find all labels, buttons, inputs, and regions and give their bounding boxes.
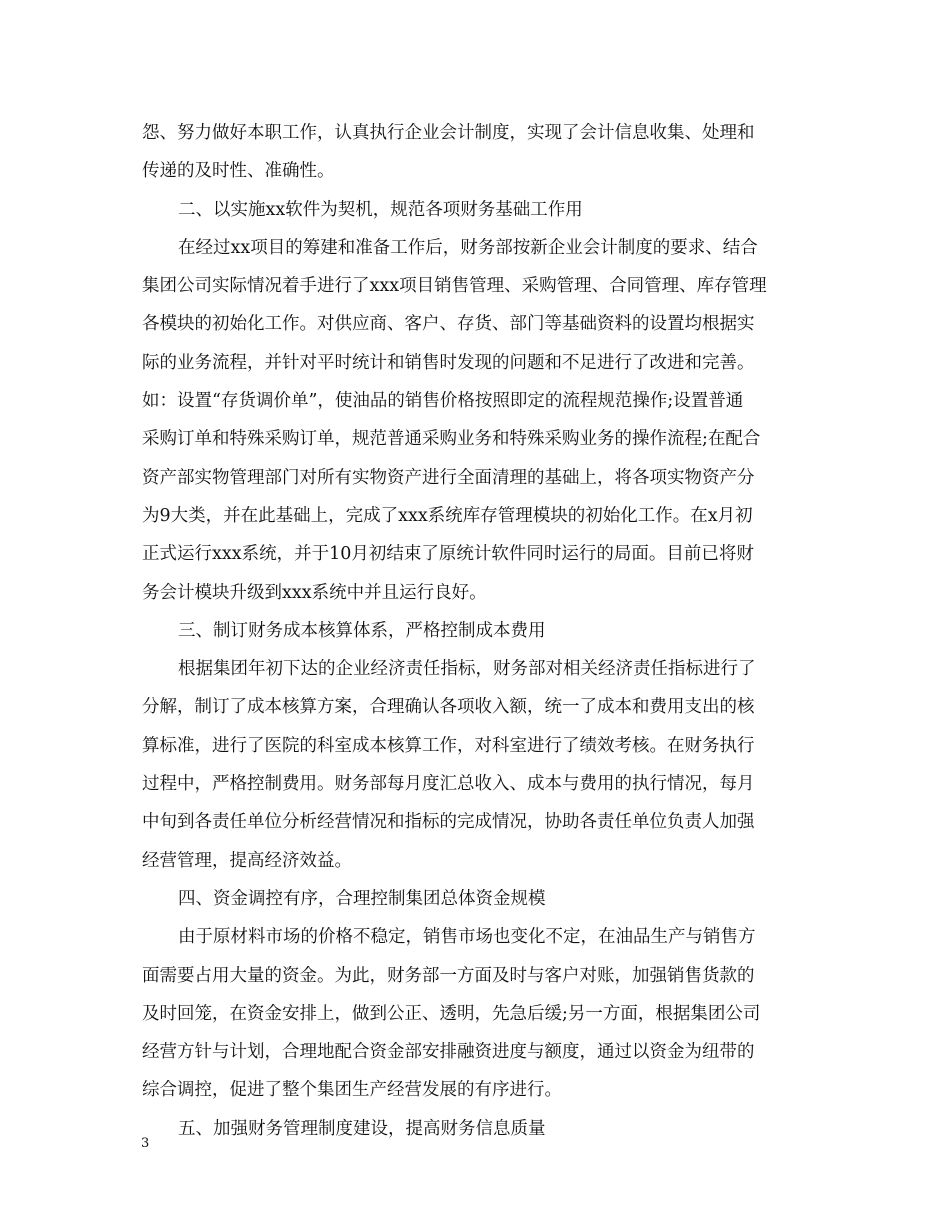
paragraph-start-line: 根据集团年初下达的企业经济责任指标，财务部对相关经济责任指标进行了 (178, 659, 756, 680)
text-line: 正式运行xxx系统，并于10月初结束了原统计软件同时运行的局面。目前已将财 (142, 544, 754, 565)
text-line: 各模块的初始化工作。对供应商、客户、存货、部门等基础资料的设置均根据实 (142, 314, 755, 335)
text-line: 际的业务流程，并针对平时统计和销售时发现的问题和不足进行了改进和完善。 (142, 352, 755, 373)
text-line: 传递的及时性、准确性。 (142, 161, 335, 182)
paragraph-start-line: 五、加强财务管理制度建设，提高财务信息质量 (178, 1118, 546, 1139)
text-line: 经营方针与计划，合理地配合资金部安排融资进度与额度，通过以资金为纽带的 (142, 1042, 755, 1063)
paragraph-start-line: 四、资金调控有序，合理控制集团总体资金规模 (178, 888, 546, 909)
text-line: 务会计模块升级到xxx系统中并且运行良好。 (142, 582, 487, 603)
text-line: 怨、努力做好本职工作，认真执行企业会计制度，实现了会计信息收集、处理和 (142, 123, 755, 143)
text-line: 经营管理，提高经济效益。 (142, 850, 352, 871)
paragraph-start-line: 二、以实施xx软件为契机，规范各项财务基础工作用 (178, 199, 583, 220)
text-line: 分解，制订了成本核算方案，合理确认各项收入额，统一了成本和费用支出的核 (142, 697, 755, 718)
text-line: 过程中，严格控制费用。财务部每月度汇总收入、成本与费用的执行情况，每月 (142, 774, 755, 795)
page-number: 3 (141, 1136, 150, 1151)
text-line: 采购订单和特殊采购订单，规范普通采购业务和特殊采购业务的操作流程;在配合 (142, 429, 761, 450)
text-line: 中旬到各责任单位分析经营情况和指标的完成情况，协助各责任单位负责人加强 (142, 812, 755, 833)
text-line: 为9大类，并在此基础上，完成了xxx系统库存管理模块的初始化工作。在x月初 (142, 505, 753, 526)
paragraph-start-line: 三、制订财务成本核算体系，严格控制成本费用 (178, 620, 546, 641)
text-line: 资产部实物管理部门对所有实物资产进行全面清理的基础上，将各项实物资产分 (142, 467, 755, 488)
text-line: 如：设置“存货调价单”，使油品的销售价格按照即定的流程规范操作;设置普通 (142, 391, 744, 412)
document-body (142, 114, 812, 1148)
text-line: 综合调控，促进了整个集团生产经营发展的有序进行。 (142, 1080, 562, 1101)
paragraph-start-line: 在经过xx项目的筹建和准备工作后，财务部按新企业会计制度的要求、结合 (178, 237, 758, 258)
text-line: 集团公司实际情况着手进行了xxx项目销售管理、采购管理、合同管理、库存管理 (142, 276, 767, 297)
text-line: 算标准，进行了医院的科室成本核算工作，对科室进行了绩效考核。在财务执行 (142, 735, 755, 756)
text-line: 面需要占用大量的资金。为此，财务部一方面及时与客户对账，加强销售货款的 (142, 965, 755, 986)
paragraph-start-line: 由于原材料市场的价格不稳定，销售市场也变化不定，在油品生产与销售方 (178, 927, 756, 948)
text-line: 及时回笼，在资金安排上，做到公正、透明，先急后缓;另一方面，根据集团公司 (142, 1003, 761, 1024)
